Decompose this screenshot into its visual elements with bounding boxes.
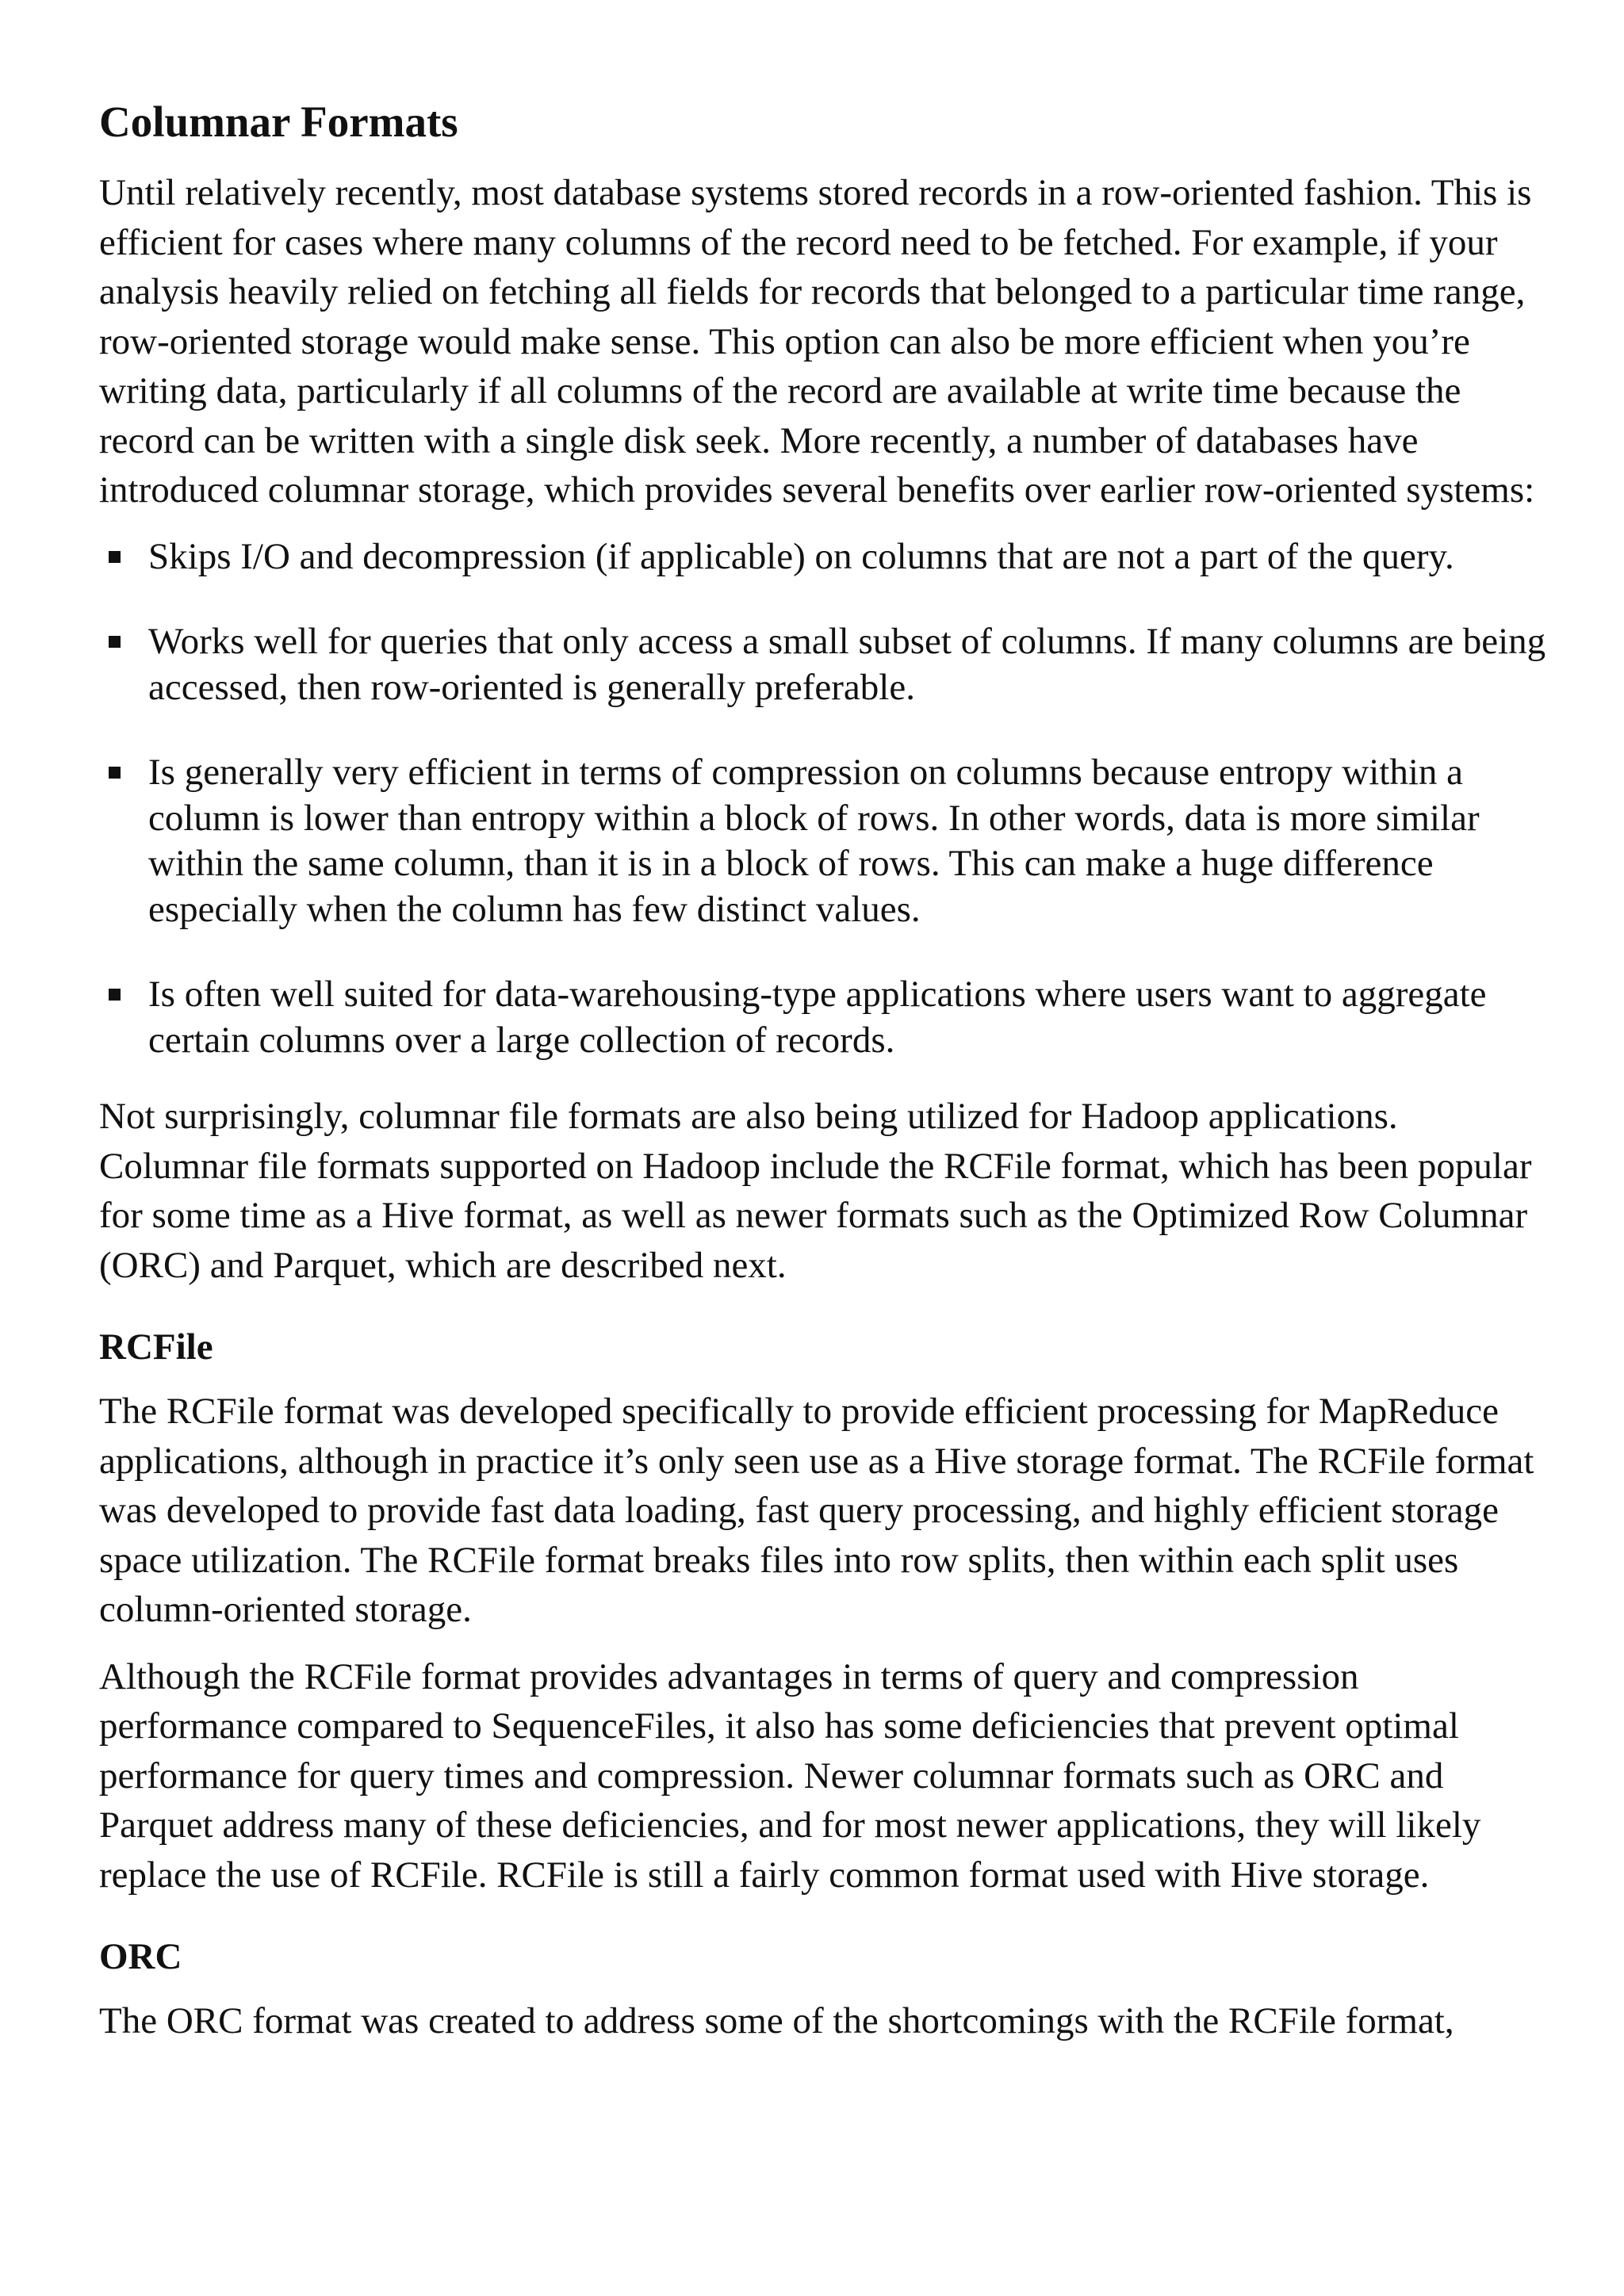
- rcfile-heading: RCFile: [99, 1326, 213, 1368]
- orc-paragraph-1: The ORC format was created to address some of the shortcomings with the RCFile format,: [99, 2000, 1454, 2042]
- list-item-text: Skips I/O and decompression (if applicable) on columns that are not a part of the query.: [148, 535, 1454, 577]
- list-item-text: Works well for queries that only access a small subset of columns. If many columns are being accessed, then row-oriented is generally preferable.: [148, 621, 1546, 708]
- document-page: [99, 94, 1550, 2065]
- square-bullet-icon: [109, 989, 121, 1001]
- outro-paragraph: Not surprisingly, columnar file formats are also being utilized for Hadoop applications. Columnar file formats supported on Hadoop include the RCFile format, which has been popular for some time as a Hive format, as well as newer formats such as the Optimized Row Columnar (ORC) and Parquet, which are described next.: [99, 1096, 1532, 1286]
- section-heading: Columnar Formats: [99, 98, 458, 146]
- square-bullet-icon: [109, 636, 121, 648]
- rcfile-paragraph-2: Although the RCFile format provides advantages in terms of query and compression performance compared to SequenceFiles, it also has some deficiencies that prevent optimal performance for query times and compression. Newer columnar formats such as ORC and Parquet address many of these deficiencies, and for most newer applications, they will likely replace the use of RCFile. RCFile is still a fairly common format used with Hive storage.: [99, 1655, 1481, 1896]
- rcfile-paragraph-1: The RCFile format was developed specifically to provide efficient processing for MapReduce applications, although in practice it’s only seen use as a Hive storage format. The RCFile format was developed to provide fast data loading, fast query processing, and highly efficient storage space utilization. The RCFile format breaks files into row splits, then within each split uses column-oriented storage.: [99, 1391, 1534, 1630]
- list-item: [99, 750, 1550, 932]
- square-bullet-icon: [109, 551, 121, 563]
- list-item-text: Is generally very efficient in terms of compression on columns because entropy within a column is lower than entropy within a block of rows. In other words, data is more similar within the same column, than it is in a block of rows. This can make a huge difference especially when the column has few distinct values.: [148, 752, 1480, 930]
- orc-heading: ORC: [99, 1936, 182, 1977]
- list-item: [99, 972, 1550, 1063]
- benefits-list: [99, 534, 1550, 1064]
- square-bullet-icon: [109, 767, 121, 779]
- list-item-text: Is often well suited for data-warehousing-type applications where users want to aggregate certain columns over a large collection of records.: [148, 974, 1487, 1061]
- list-item: [99, 619, 1550, 710]
- list-item: [99, 534, 1550, 580]
- intro-paragraph: Until relatively recently, most database systems stored records in a row-oriented fashion. This is efficient for cases where many columns of the record need to be fetched. For example, if your analysis heavily relied on fetching all fields for records that belonged to a particular time range, row-oriented storage would make sense. This option can also be more efficient when you’re writing data, particularly if all columns of the record are available at write time because the record can be written with a single disk seek. More recently, a number of databases have introduced columnar storage, which provides several benefits over earlier row-oriented systems:: [99, 172, 1535, 511]
